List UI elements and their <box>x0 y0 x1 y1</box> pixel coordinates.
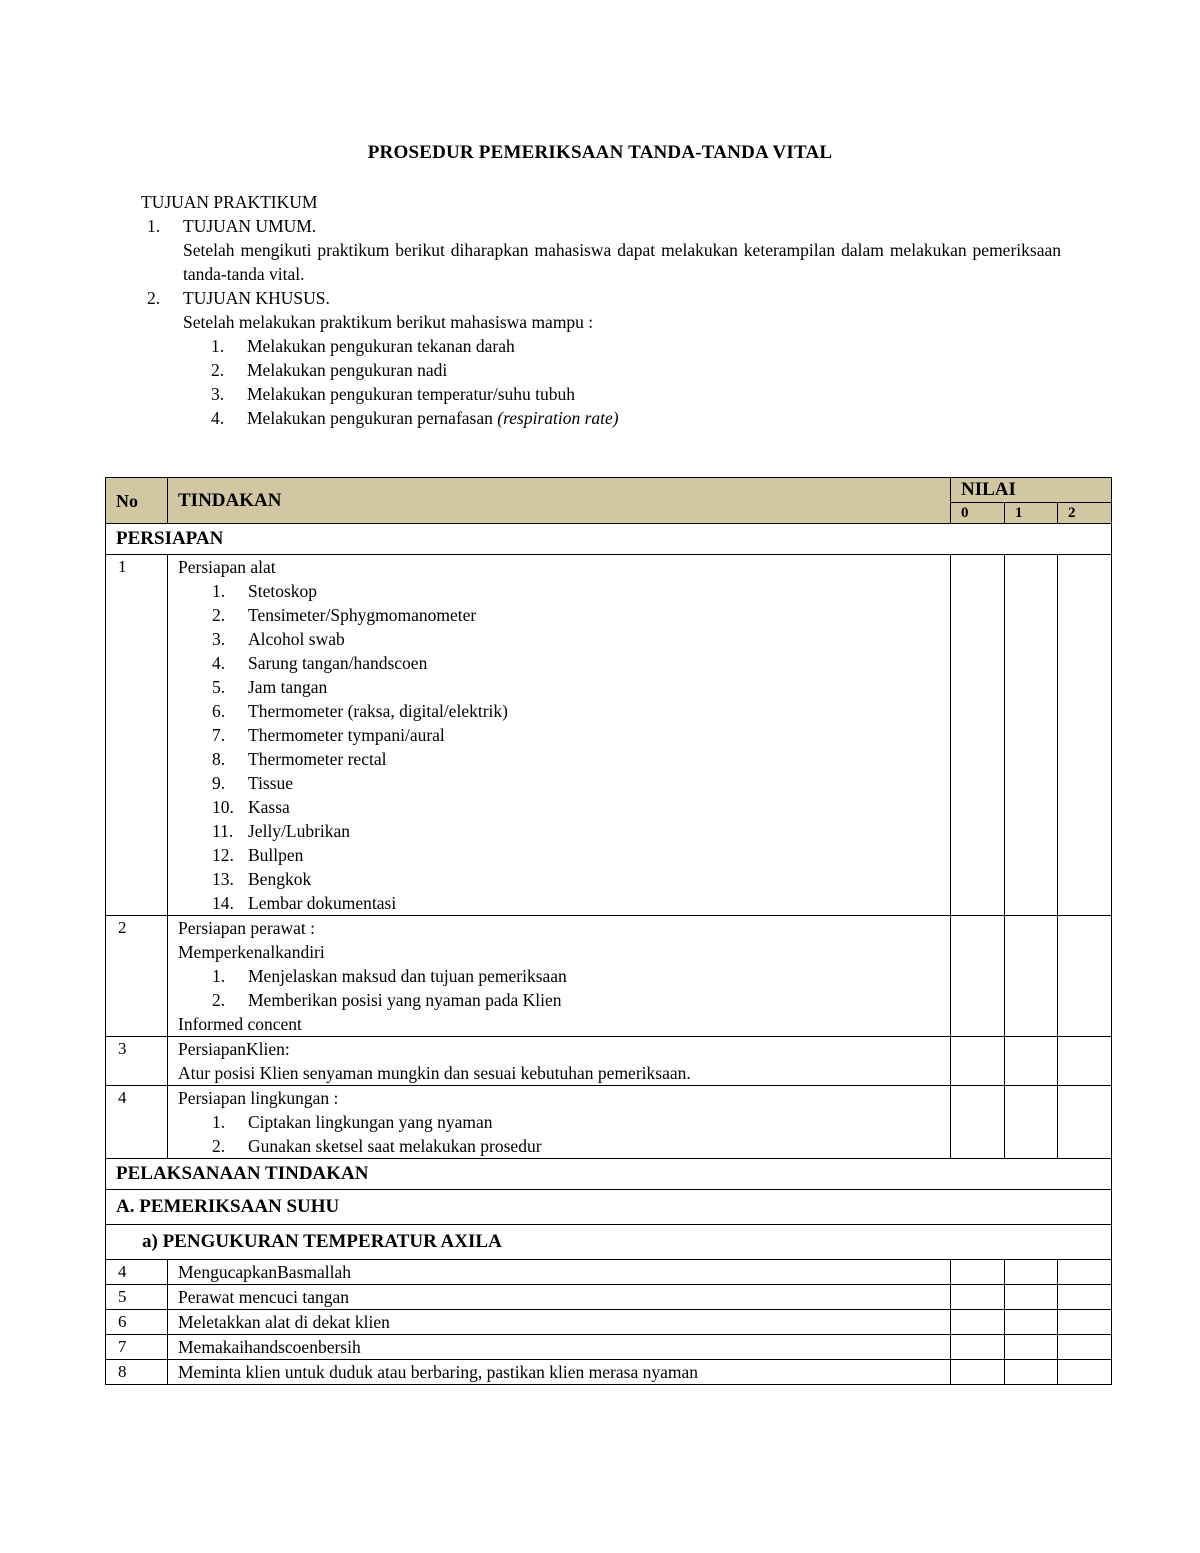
score-cell-2[interactable] <box>1058 1086 1112 1159</box>
score-cell-2[interactable] <box>1058 1335 1112 1360</box>
list-item <box>178 747 950 771</box>
list-item-text: Kassa <box>248 797 290 817</box>
table-row <box>106 1037 1112 1086</box>
row-line: Atur posisi Klien senyaman mungkin dan sesuai kebutuhan pemeriksaan. <box>178 1063 691 1083</box>
row-content: MengucapkanBasmallah <box>168 1260 951 1285</box>
list-item-number: 14. <box>212 893 234 913</box>
score-cell-2[interactable] <box>1058 1037 1112 1086</box>
list-item-text: Memberikan posisi yang nyaman pada Klien <box>248 990 562 1010</box>
list-item-text: Thermometer tympani/aural <box>248 725 445 745</box>
list-item-text: Menjelaskan maksud dan tujuan pemeriksaan <box>248 966 567 986</box>
list-item <box>178 867 950 891</box>
score-cell-0[interactable] <box>951 1260 1005 1285</box>
header-score-0: 0 <box>951 503 1005 524</box>
list-item-number: 10. <box>212 797 234 817</box>
score-cell-2[interactable] <box>1058 1310 1112 1335</box>
row-line: Memperkenalkandiri <box>178 942 325 962</box>
goal-label: TUJUAN UMUM. <box>183 216 317 236</box>
score-cell-2[interactable] <box>1058 1260 1112 1285</box>
score-cell-0[interactable] <box>951 1285 1005 1310</box>
score-cell-1[interactable] <box>1005 1285 1058 1310</box>
row-number: 4 <box>106 1260 168 1285</box>
list-item-number: 7. <box>212 725 226 745</box>
table-row <box>106 1285 1112 1310</box>
list-item-text: Stetoskop <box>248 581 318 601</box>
list-item-text: Ciptakan lingkungan yang nyaman <box>248 1112 493 1132</box>
row-content <box>168 555 951 916</box>
row-number: 6 <box>106 1310 168 1335</box>
table-header-row <box>106 478 1112 503</box>
list-item <box>178 627 950 651</box>
list-item <box>178 1110 950 1134</box>
list-item-text: Thermometer (raksa, digital/elektrik) <box>248 701 508 721</box>
list-item-text: Tensimeter/Sphygmomanometer <box>248 605 477 625</box>
list-item <box>178 699 950 723</box>
row-content <box>168 916 951 1037</box>
score-cell-1[interactable] <box>1005 1086 1058 1159</box>
row-number: 8 <box>106 1360 168 1385</box>
section-row <box>106 524 1112 555</box>
list-item-text: Jelly/Lubrikan <box>248 821 351 841</box>
list-item-text: Bullpen <box>248 845 304 865</box>
header-tindakan: TINDAKAN <box>168 478 951 524</box>
table-row <box>106 1360 1112 1385</box>
list-item-number: 1. <box>212 1112 226 1132</box>
list-item-number: 11. <box>212 821 234 841</box>
list-item <box>178 843 950 867</box>
score-cell-2[interactable] <box>1058 916 1112 1037</box>
table-row <box>106 1260 1112 1285</box>
list-item-number: 12. <box>212 845 234 865</box>
header-score-2: 2 <box>1058 503 1112 524</box>
section-pelaksanaan: PELAKSANAAN TINDAKAN <box>106 1159 1112 1190</box>
goal-item-number: 4. <box>211 408 225 428</box>
list-item-text: Alcohol swab <box>248 629 345 649</box>
score-cell-2[interactable] <box>1058 555 1112 916</box>
list-item <box>178 579 950 603</box>
section-row <box>106 1159 1112 1190</box>
intro-section <box>141 190 1061 430</box>
row-title: PersiapanKlien: <box>178 1039 290 1059</box>
score-cell-0[interactable] <box>951 1037 1005 1086</box>
score-cell-1[interactable] <box>1005 1310 1058 1335</box>
goal-item <box>141 382 1061 406</box>
list-item-text: Gunakan sketsel saat melakukan prosedur <box>248 1136 542 1156</box>
list-item <box>178 891 950 915</box>
goal-item <box>141 334 1061 358</box>
section-row <box>106 1190 1112 1225</box>
list-item <box>178 795 950 819</box>
row-number: 5 <box>106 1285 168 1310</box>
goal-item-main-text: Melakukan pengukuran pernafasan <box>247 408 493 428</box>
procedure-table <box>105 477 1112 1385</box>
list-item-number: 3. <box>212 629 226 649</box>
list-item-number: 5. <box>212 677 226 697</box>
row-number: 3 <box>106 1037 168 1086</box>
goal-item <box>141 406 1061 430</box>
table-row <box>106 1310 1112 1335</box>
score-cell-1[interactable] <box>1005 1037 1058 1086</box>
row-title: Persiapan perawat : <box>178 918 316 938</box>
list-item-number: 9. <box>212 773 226 793</box>
goal-item-text <box>247 406 619 430</box>
row-content: Meletakkan alat di dekat klien <box>168 1310 951 1335</box>
goal-item-number: 2. <box>211 360 225 380</box>
list-item <box>178 988 950 1012</box>
header-nilai: NILAI <box>951 478 1112 503</box>
header-score-1: 1 <box>1005 503 1058 524</box>
list-item-text: Sarung tangan/handscoen <box>248 653 428 673</box>
row-number: 4 <box>106 1086 168 1159</box>
list-item-text: Tissue <box>248 773 294 793</box>
row-content: Meminta klien untuk duduk atau berbaring, pastikan klien merasa nyaman <box>168 1360 951 1385</box>
score-cell-1[interactable] <box>1005 555 1058 916</box>
list-item <box>178 964 950 988</box>
list-item <box>178 819 950 843</box>
section-pemeriksaan-suhu: A. PEMERIKSAAN SUHU <box>106 1190 1112 1225</box>
goal-number: 2. <box>147 288 161 308</box>
row-content: Perawat mencuci tangan <box>168 1285 951 1310</box>
table-row <box>106 555 1112 916</box>
table-row <box>106 1335 1112 1360</box>
goal-item-text: Melakukan pengukuran nadi <box>247 360 448 380</box>
intro-heading: TUJUAN PRAKTIKUM <box>141 192 318 212</box>
score-cell-1[interactable] <box>1005 1360 1058 1385</box>
score-cell-0[interactable] <box>951 1335 1005 1360</box>
list-item-number: 1. <box>212 581 226 601</box>
list-item-number: 4. <box>212 653 226 673</box>
row-content <box>168 1037 951 1086</box>
row-title: Persiapan alat <box>178 557 276 577</box>
score-cell-1[interactable] <box>1005 1260 1058 1285</box>
list-item-text: Thermometer rectal <box>248 749 387 769</box>
list-item <box>178 675 950 699</box>
list-item <box>178 771 950 795</box>
list-item-number: 2. <box>212 990 226 1010</box>
list-item-number: 6. <box>212 701 226 721</box>
goal-description: Setelah melakukan praktikum berikut mahasiswa mampu : <box>183 312 594 332</box>
row-number: 7 <box>106 1335 168 1360</box>
section-row <box>106 1225 1112 1260</box>
list-item <box>178 1134 950 1158</box>
table-row <box>106 916 1112 1037</box>
goal-item-italic-text: (respiration rate) <box>497 408 619 428</box>
row-number: 2 <box>106 916 168 1037</box>
section-persiapan: PERSIAPAN <box>106 524 1112 555</box>
list-item <box>178 651 950 675</box>
row-number: 1 <box>106 555 168 916</box>
goal-description: Setelah mengikuti praktikum berikut diharapkan mahasiswa dapat melakukan keterampilan dalam melakukan pemeriksaan tanda-tanda vital. <box>183 240 1061 284</box>
list-item-number: 2. <box>212 605 226 625</box>
score-cell-2[interactable] <box>1058 1360 1112 1385</box>
list-item-number: 2. <box>212 1136 226 1156</box>
score-cell-0[interactable] <box>951 1310 1005 1335</box>
list-item-number: 1. <box>212 966 226 986</box>
row-title: Persiapan lingkungan : <box>178 1088 339 1108</box>
section-temperatur-axila: a) PENGUKURAN TEMPERATUR AXILA <box>106 1225 1112 1260</box>
goal-item-text: Melakukan pengukuran tekanan darah <box>247 336 515 356</box>
list-item-number: 13. <box>212 869 234 889</box>
list-item-number: 8. <box>212 749 226 769</box>
goal-label: TUJUAN KHUSUS. <box>183 288 330 308</box>
list-item-text: Jam tangan <box>248 677 328 697</box>
goal-item-number: 1. <box>211 336 225 356</box>
list-item <box>178 603 950 627</box>
score-cell-1[interactable] <box>1005 916 1058 1037</box>
score-cell-2[interactable] <box>1058 1285 1112 1310</box>
document-title: PROSEDUR PEMERIKSAAN TANDA-TANDA VITAL <box>367 142 833 163</box>
table-row <box>106 1086 1112 1159</box>
score-cell-0[interactable] <box>951 916 1005 1037</box>
list-item-text: Lembar dokumentasi <box>248 893 397 913</box>
goal-item-number: 3. <box>211 384 225 404</box>
row-footer: Informed concent <box>178 1014 302 1034</box>
score-cell-1[interactable] <box>1005 1335 1058 1360</box>
goal-item <box>141 358 1061 382</box>
list-item-text: Bengkok <box>248 869 312 889</box>
goal-number: 1. <box>147 216 161 236</box>
score-cell-0[interactable] <box>951 1360 1005 1385</box>
row-content <box>168 1086 951 1159</box>
header-no: No <box>106 478 168 524</box>
score-cell-0[interactable] <box>951 1086 1005 1159</box>
row-content: Memakaihandscoenbersih <box>168 1335 951 1360</box>
goal-item-text: Melakukan pengukuran temperatur/suhu tubuh <box>247 384 576 404</box>
list-item <box>178 723 950 747</box>
score-cell-0[interactable] <box>951 555 1005 916</box>
